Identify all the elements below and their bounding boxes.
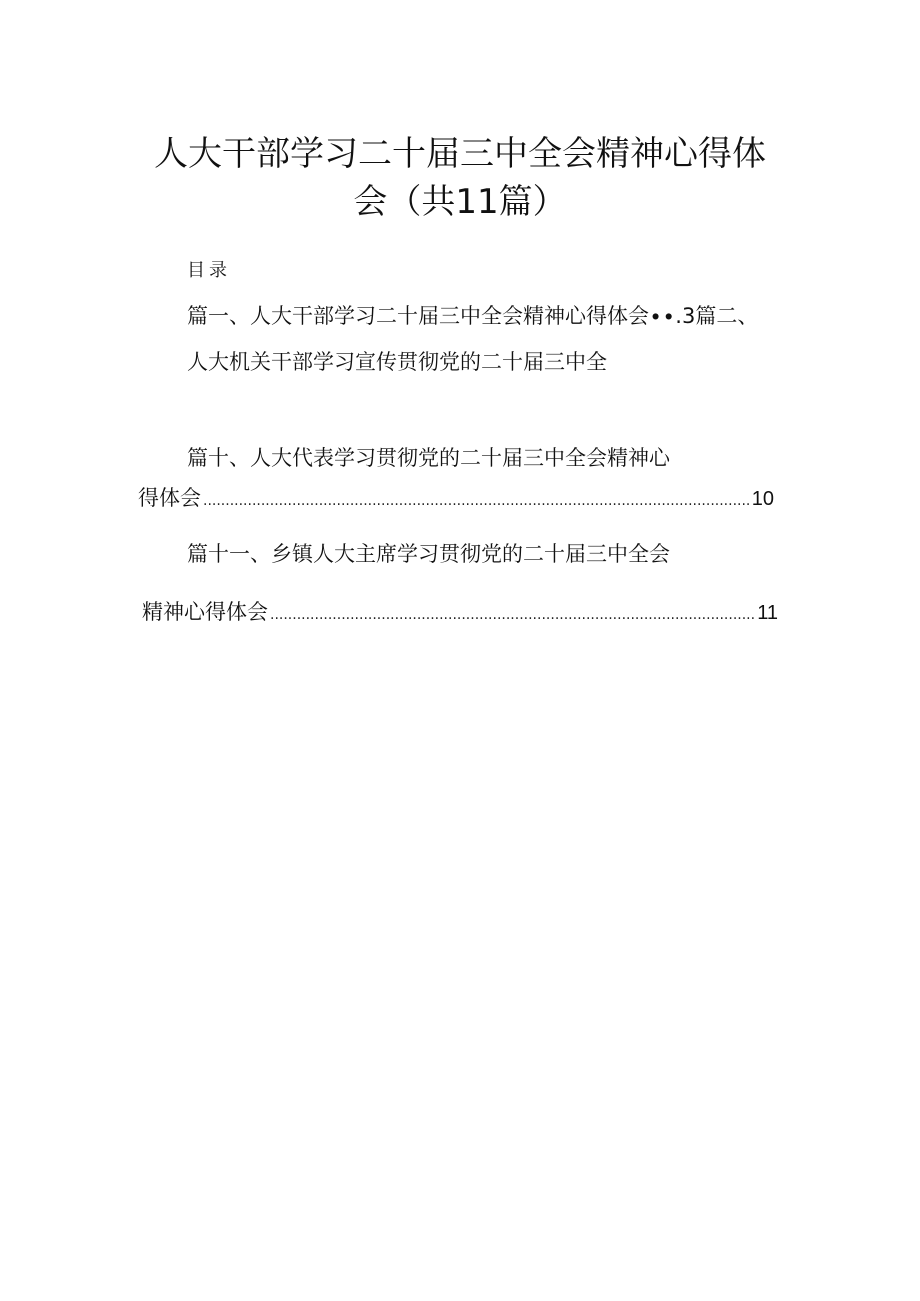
toc-line[interactable]: 篇十一、乡镇人大主席学习贯彻党的二十届三中全会 [187,542,670,566]
dot-leader [203,487,750,515]
toc-entry-10[interactable] [138,484,774,515]
toc-entry-text: 得体会 [138,486,201,510]
dot-leader [270,601,755,629]
toc-entry-text: 精神心得体会 [142,600,268,624]
toc-line[interactable]: 篇一、人大干部学习二十届三中全会精神心得体会∙∙.3篇二、 [187,304,759,328]
toc-entry-11[interactable] [142,598,778,629]
toc-line[interactable]: 篇十、人大代表学习贯彻党的二十届三中全会精神心 [187,446,670,470]
toc-line[interactable]: 人大机关干部学习宣传贯彻党的二十届三中全 [187,350,607,374]
toc-heading: 目录 [187,260,231,281]
toc-page-number: 11 [757,602,778,624]
document-title-line-1: 人大干部学习二十届三中全会精神心得体 [154,134,766,174]
toc-page-number: 10 [751,488,774,510]
document-title-line-2: 会（共11篇） [353,182,567,222]
